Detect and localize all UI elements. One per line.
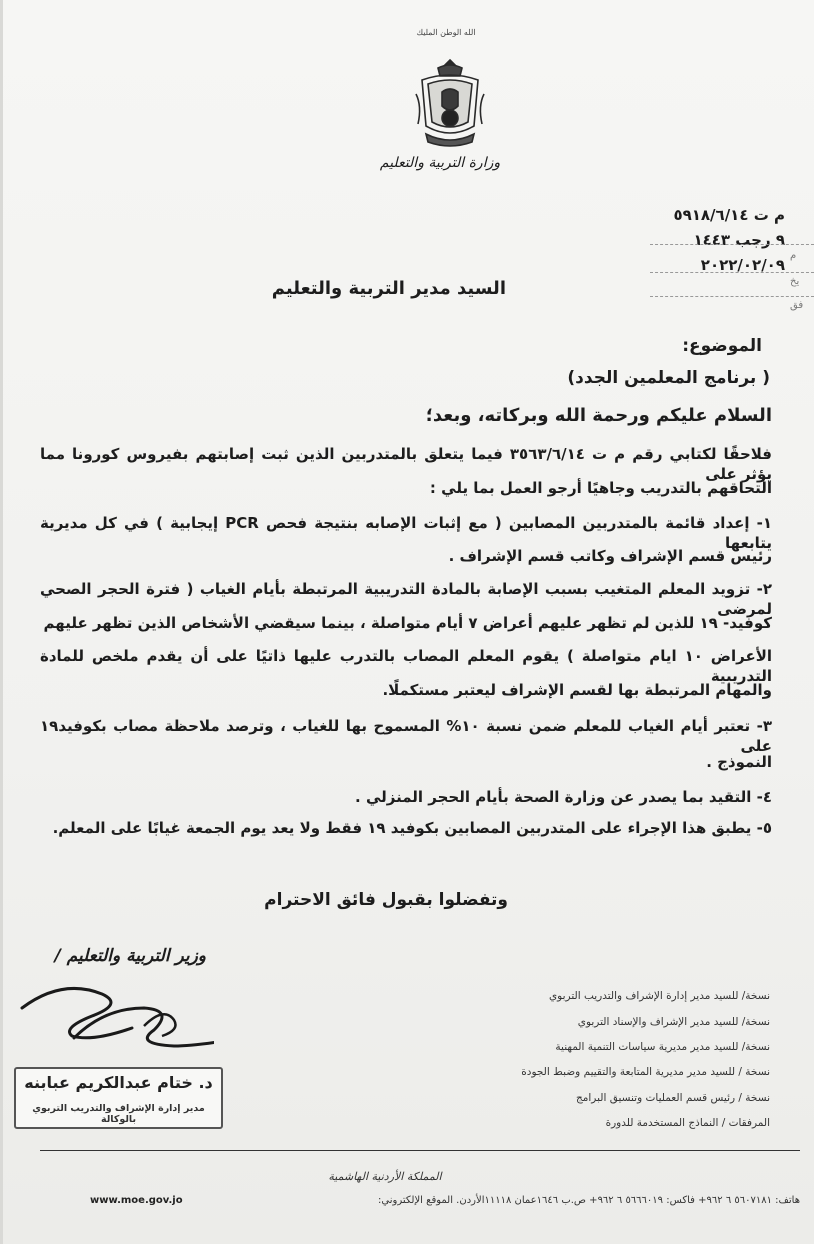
body-line: والمهام المرتبطة بها لقسم الإشراف ليعتبر مستكملًا. <box>382 681 772 699</box>
body-line: كوفيد- ١٩ للذين لم تظهر عليهم أعراض ٧ أيام متواصلة ، بينما سيقضي الأشخاص الذين تظهر عليهم <box>43 614 772 632</box>
subject: ( برنامج المعلمين الجدد) <box>567 368 770 388</box>
ministry-name: وزارة التربية والتعليم <box>379 155 501 171</box>
side-label-3: فق <box>790 300 804 311</box>
footer-divider <box>40 1150 800 1151</box>
body-line: فلاحقًا لكتابي رقم م ت ٣٥٦٣/٦/١٤ فيما يتعلق بالمتدربين الذين ثبت إصابتهم بفيروس كورونا مما يؤثر على <box>40 445 772 483</box>
form-line <box>650 296 814 297</box>
side-label-2: يخ <box>790 276 800 287</box>
body-line: النموذج . <box>706 753 772 771</box>
body-line: ١- إعداد قائمة بالمتدربين المصابين ( مع إثبات الإصابه بنتيجة فحص PCR إيجابية ) في كل مديرية يتابعها <box>40 514 772 552</box>
body-line: ٤- التقيد بما يصدر عن وزارة الصحة بأيام الحجر المنزلي . <box>355 788 772 806</box>
hijri-date: ٩ رجب ١٤٤٣ <box>693 231 785 249</box>
handwritten-signature-icon <box>14 968 214 1063</box>
greeting: السلام عليكم ورحمة الله وبركاته، وبعد؛ <box>425 405 772 426</box>
body-line: ٣- تعتبر أيام الغياب للمعلم ضمن نسبة ١٠% المسموح بها للغياب ، وترصد ملاحظة مصاب بكوفيد١٩ على <box>40 717 772 755</box>
reference-number: م ت ٥٩١٨/٦/١٤ <box>673 206 785 224</box>
addressee: السيد مدير التربية والتعليم <box>271 278 506 299</box>
official-stamp <box>14 1067 223 1129</box>
side-label-1: م <box>790 250 797 261</box>
stamp-name: د. ختام عبدالكريم عبابنه <box>24 1073 213 1092</box>
footer-contact: هاتف: ٥٦٠٧١٨١ ٦ ٩٦٢+ فاكس: ٥٦٦٦٠١٩ ٦ ٩٦٢+ ص.ب ١٦٤٦عمان ١١١١٨الأردن. الموقع الإلكتروني: <box>378 1195 800 1206</box>
body-line: الأعراض ١٠ ايام متواصلة ) يقوم المعلم المصاب بالتدرب عليها ذاتيًا على أن يقدم ملخص للمادة التدريبية <box>40 647 773 685</box>
footer-kingdom: المملكة الأردنية الهاشمية <box>328 1170 442 1183</box>
copy-line: نسخة/ للسيد مدير مديرية سياسات التنمية المهنية <box>555 1041 770 1053</box>
form-line <box>650 244 814 245</box>
closing: وتفضلوا بقبول فائق الاحترام <box>264 890 508 910</box>
coat-of-arms-icon <box>412 54 488 150</box>
stamp-title: مدير إدارة الإشراف والتدريب التربوي بالوكالة <box>32 1103 205 1125</box>
attachments-line: المرفقات / النماذج المستخدمة للدورة <box>605 1117 770 1129</box>
royal-motto: الله الوطن المليك <box>416 28 476 37</box>
copy-line: نسخة/ للسيد مدير إدارة الإشراف والتدريب التربوي <box>548 990 770 1002</box>
signatory-title: وزير التربية والتعليم / <box>54 946 206 966</box>
body-line: ٢- تزويد المعلم المتغيب بسبب الإصابة بالمادة التدريبية المرتبطة بأيام الغياب ( فترة الحجر الصحي لمرضى <box>40 580 772 618</box>
page-edge <box>0 0 3 1244</box>
copy-line: نسخة/ للسيد مدير الإشراف والإسناد التربوي <box>577 1016 770 1028</box>
body-line: التحاقهم بالتدريب وجاهيًا أرجو العمل بما يلي : <box>429 479 772 497</box>
body-line: رئيس قسم الإشراف وكاتب قسم الإشراف . <box>448 547 772 565</box>
footer-website: www.moe.gov.jo <box>90 1195 183 1206</box>
body-line: ٥- يطبق هذا الإجراء على المتدربين المصابين بكوفيد ١٩ فقط ولا يعد يوم الجمعة غيابًا على المعلم. <box>52 819 772 837</box>
subject-label: الموضوع: <box>682 336 762 356</box>
form-line <box>650 272 814 273</box>
copy-line: نسخة / للسيد مدير مديرية المتابعة والتقييم وضبط الجودة <box>521 1066 770 1078</box>
gregorian-date: ٢٠٢٢/٠٢/٠٩ <box>700 256 785 274</box>
copy-line: نسخة / رئيس قسم العمليات وتنسيق البرامج <box>575 1092 770 1104</box>
